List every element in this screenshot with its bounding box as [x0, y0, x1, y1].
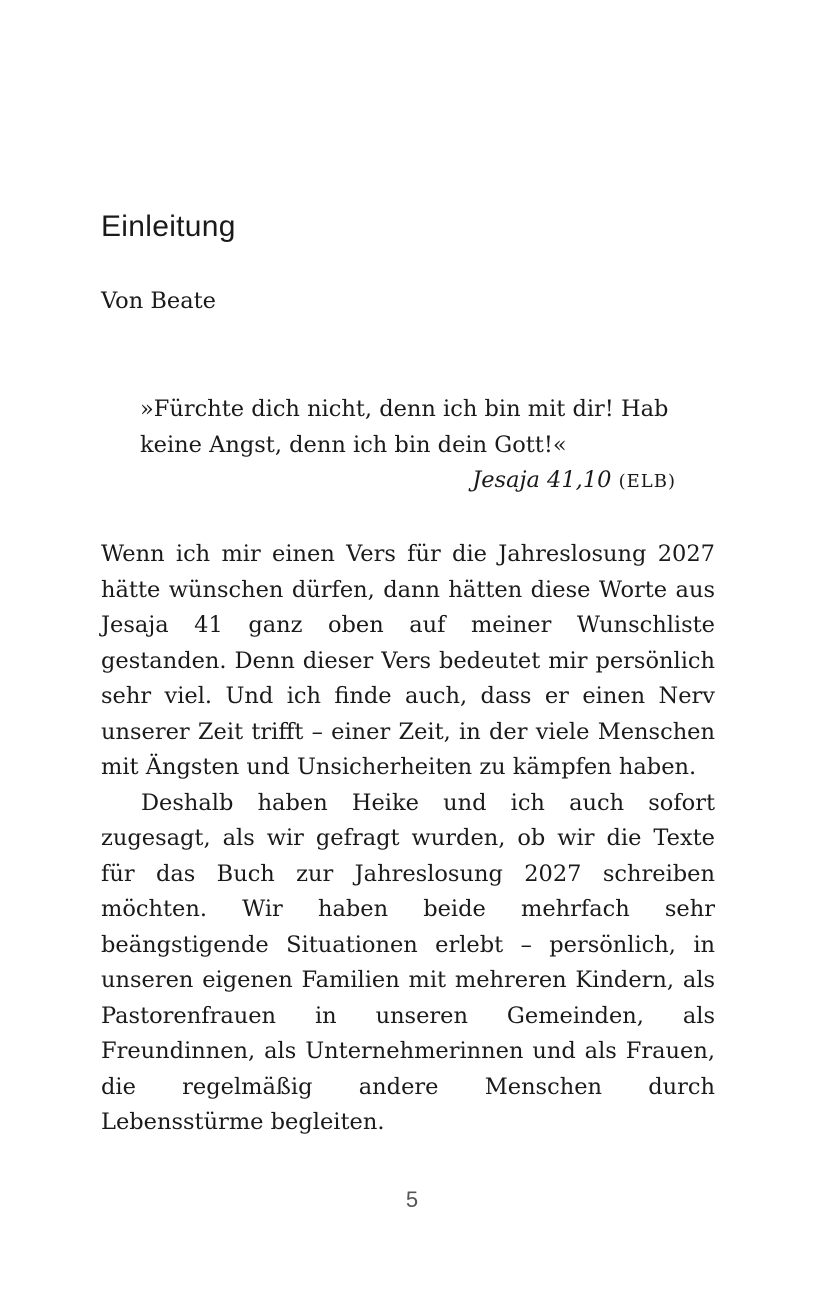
body-text	[101, 537, 715, 1141]
page-number: 5	[405, 1187, 419, 1212]
epigraph-translation: (ELB)	[618, 471, 676, 492]
paragraph: Deshalb haben Heike und ich auch sofort zugesagt, als wir gefragt wurden, ob wir die Texte für das Buch zur Jahreslosung 2027 schreiben möchten. Wir haben beide mehrfach sehr beängstigende Situationen erlebt – persönlich, in unseren eigenen Familien mit mehreren Kindern, als Pastorenfrauen in unseren Gemeinden, als Freundinnen, als Unternehmerinnen und als Frauen, die regelmäßig andere Menschen durch Lebensstürme begleiten.	[101, 789, 715, 1135]
chapter-title: Einleitung	[101, 210, 236, 243]
author-line: Von Beate	[101, 288, 216, 314]
paragraph: Wenn ich mir einen Vers für die Jahreslosung 2027 hätte wünschen dürfen, dann hätten diese Worte aus Jesaja 41 ganz oben auf meiner Wunschliste gestanden. Denn dieser Vers bedeutet mir persönlich sehr viel. Und ich finde auch, dass er einen Nerv unserer Zeit trifft – einer Zeit, in der viele Menschen mit Ängsten und Unsicherheiten zu kämpfen haben.	[101, 541, 715, 780]
epigraph-source	[140, 463, 676, 500]
epigraph	[140, 392, 676, 500]
epigraph-quote: »Fürchte dich nicht, denn ich bin mit dir! Hab keine Angst, denn ich bin dein Gott!«	[140, 396, 669, 458]
epigraph-reference: Jesaja 41,10	[472, 467, 612, 493]
